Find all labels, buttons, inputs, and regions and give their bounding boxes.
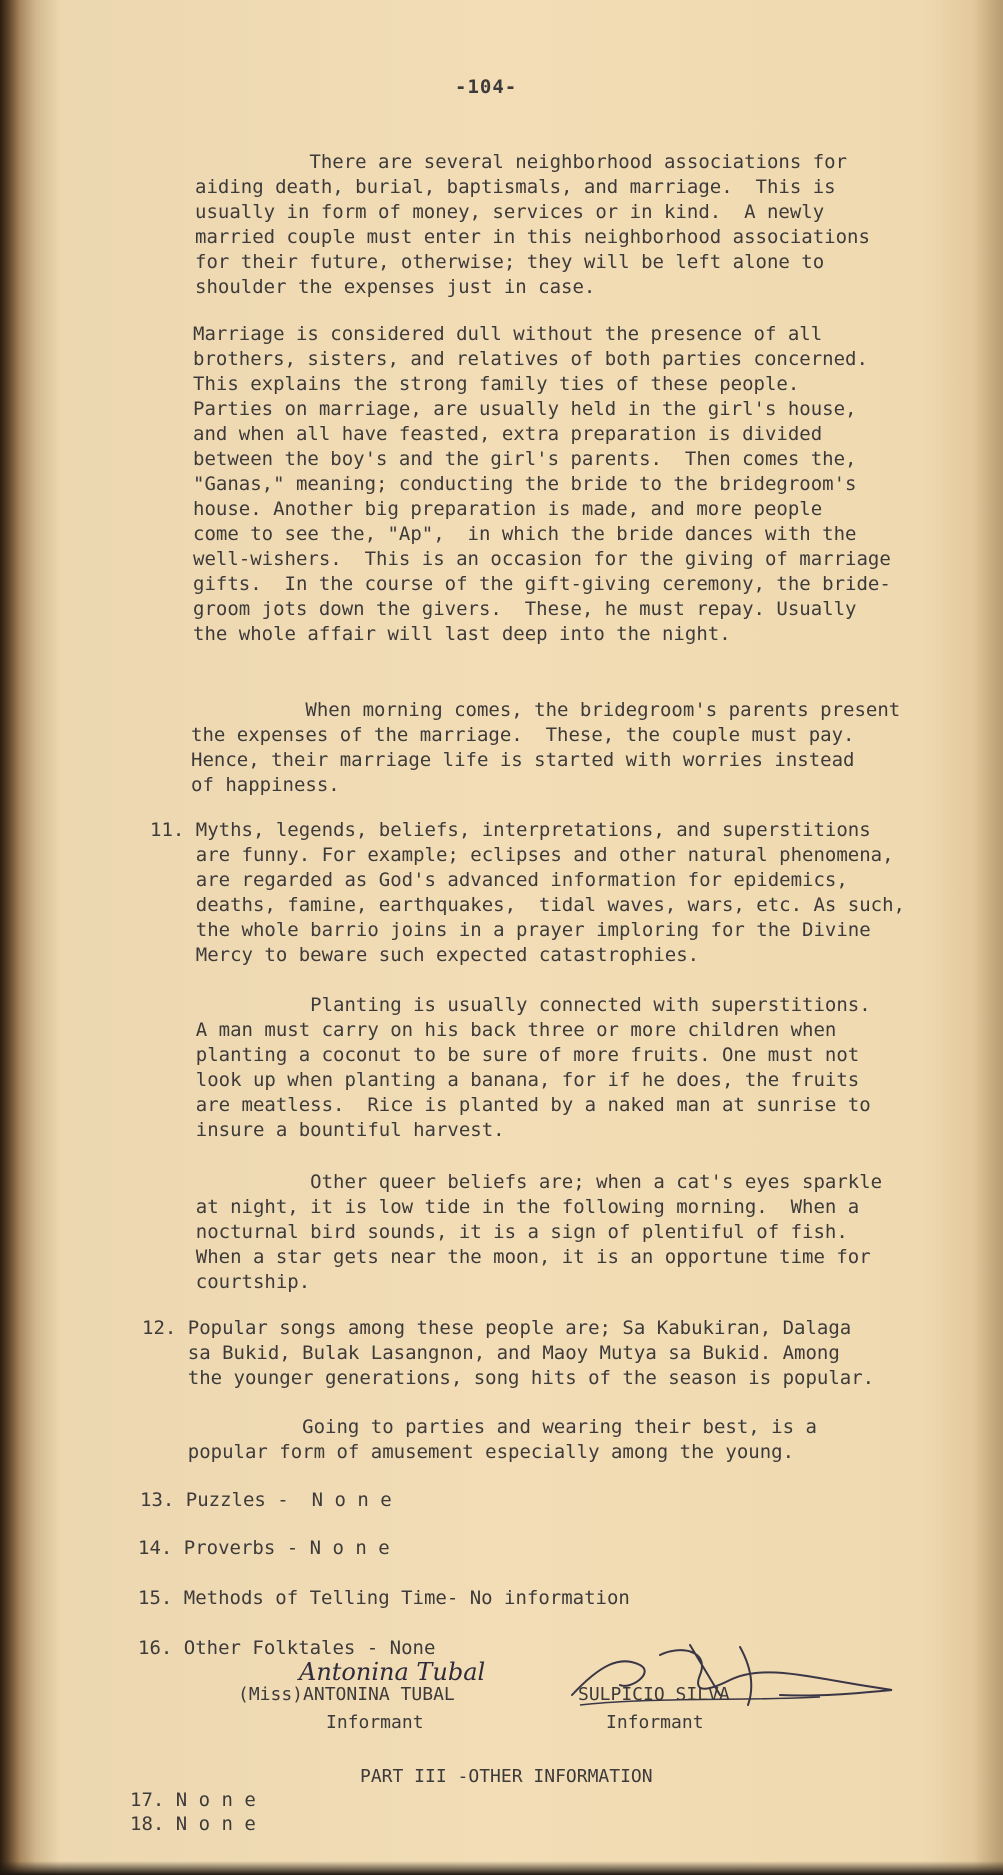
paragraph-line: married couple must enter in this neighborhood associations [195, 226, 870, 248]
paragraph-line: house. Another big preparation is made, and more people [193, 498, 823, 520]
page-bottom-edge [0, 1861, 1003, 1875]
paragraph-line: There are several neighborhood associations for [195, 151, 848, 173]
paragraph-line: Other queer beliefs are; when a cat's eyes sparkle [150, 1171, 883, 1193]
paragraph-line: popular form of amusement especially among the young. [142, 1441, 795, 1463]
paragraph-line: courtship. [150, 1271, 311, 1293]
paragraph-line: the whole affair will last deep into the night. [193, 623, 731, 645]
right-signer-role: Informant [606, 1712, 704, 1733]
item-11-line: deaths, famine, earthquakes, tidal waves, wars, etc. As such, [150, 894, 905, 916]
paragraph-line: at night, it is low tide in the following morning. When a [150, 1196, 860, 1218]
item-11-line: 11. Myths, legends, beliefs, interpretations, and superstitions [150, 819, 871, 841]
item-17: 17. N o n e [130, 1789, 256, 1811]
part-three-heading: PART III -OTHER INFORMATION [360, 1766, 653, 1787]
paragraph-line: of happiness. [191, 774, 340, 796]
item-11-line: the whole barrio joins in a prayer imploring for the Divine [150, 919, 871, 941]
page-number: -104- [455, 76, 518, 98]
paragraph-line: Planting is usually connected with superstitions. [150, 994, 871, 1016]
paragraph-line: for their future, otherwise; they will be left alone to [195, 251, 825, 273]
item-12-line: the younger generations, song hits of the season is popular. [142, 1367, 875, 1389]
paragraph-line: groom jots down the givers. These, he must repay. Usually [193, 598, 857, 620]
left-signer-role: Informant [326, 1712, 424, 1733]
item-12-line: 12. Popular songs among these people are; Sa Kabukiran, Dalaga [142, 1317, 852, 1339]
paragraph-line: insure a bountiful harvest. [150, 1119, 505, 1141]
item-12-line: sa Bukid, Bulak Lasangnon, and Maoy Mutya sa Bukid. Among [142, 1342, 840, 1364]
paragraph-line: gifts. In the course of the gift-giving ceremony, the bride- [193, 573, 891, 595]
item-16-folktales: 16. Other Folktales - None [138, 1637, 436, 1659]
right-signer-name: SULPICIO SILVA [578, 1684, 730, 1705]
paragraph-line: A man must carry on his back three or more children when [150, 1019, 837, 1041]
item-15-telling-time: 15. Methods of Telling Time- No information [138, 1587, 630, 1609]
paragraph-line: When a star gets near the moon, it is an opportune time for [150, 1246, 871, 1268]
paragraph-line: look up when planting a banana, for if he does, the fruits [150, 1069, 860, 1091]
paragraph-line: Parties on marriage, are usually held in the girl's house, [193, 398, 857, 420]
paragraph-line: "Ganas," meaning; conducting the bride to the bridegroom's [193, 473, 857, 495]
signature-script-text: Antonina Tubal [299, 1658, 486, 1686]
paragraph-line: well-wishers. This is an occasion for the giving of marriage [193, 548, 891, 570]
paragraph-line: When morning comes, the bridegroom's parents present [191, 699, 901, 721]
paragraph-line: are meatless. Rice is planted by a naked man at sunrise to [150, 1094, 871, 1116]
paragraph-line: This explains the strong family ties of these people. [193, 373, 800, 395]
paragraph-line: and when all have feasted, extra preparation is divided [193, 423, 823, 445]
item-11-line: are funny. For example; eclipses and other natural phenomena, [150, 844, 894, 866]
paragraph-line: between the boy's and the girl's parents. Then comes the, [193, 448, 857, 470]
item-14-proverbs: 14. Proverbs - N o n e [138, 1537, 390, 1559]
paragraph-line: aiding death, burial, baptismals, and marriage. This is [195, 176, 836, 198]
paragraph-line: the expenses of the marriage. These, the couple must pay. [191, 724, 855, 746]
item-11-line: Mercy to beware such expected catastrophies. [150, 944, 700, 966]
paragraph-line: usually in form of money, services or in kind. A newly [195, 201, 825, 223]
paragraph-line: shoulder the expenses just in case. [195, 276, 596, 298]
paragraph-line: Hence, their marriage life is started with worries instead [191, 749, 855, 771]
left-signer-name: (Miss)ANTONINA TUBAL [238, 1684, 455, 1705]
paragraph-line: Marriage is considered dull without the presence of all [193, 323, 823, 345]
paragraph-line: Going to parties and wearing their best, is a [142, 1416, 817, 1438]
paragraph-line: brothers, sisters, and relatives of both parties concerned. [193, 348, 868, 370]
paragraph-line: come to see the, "Ap", in which the bride dances with the [193, 523, 857, 545]
item-18: 18. N o n e [130, 1813, 256, 1835]
item-13-puzzles: 13. Puzzles - N o n e [140, 1489, 392, 1511]
paragraph-line: nocturnal bird sounds, it is a sign of plentiful of fish. [150, 1221, 848, 1243]
paragraph-line: planting a coconut to be sure of more fruits. One must not [150, 1044, 860, 1066]
item-11-line: are regarded as God's advanced information for epidemics, [150, 869, 848, 891]
